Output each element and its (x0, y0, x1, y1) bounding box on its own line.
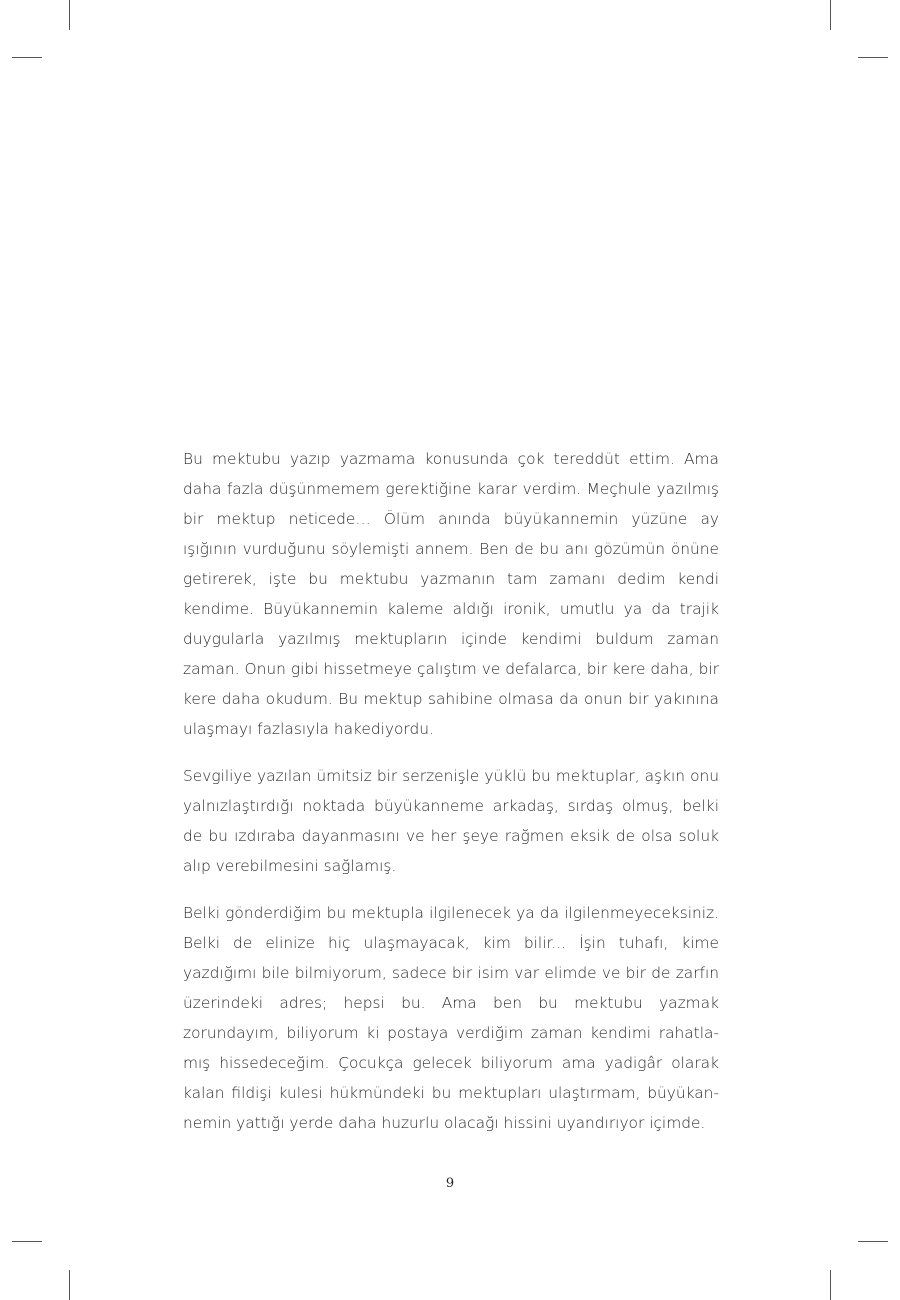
crop-mark-bottom-right-vertical (830, 1270, 831, 1300)
crop-mark-top-right-horizontal (858, 57, 888, 58)
crop-mark-top-right-vertical (830, 0, 831, 30)
paragraph-1: Bu mektubu yazıp yazmama konusunda çok tereddüt ettim. Ama daha fazla düşünmemem gerektiğine karar verdim. Meçhule yazılmış bir mektup neticede… Ölüm anında büyükannemin yüzüne ay ışığının vurduğunu söylemişti annem. Ben de bu anı gözümün önüne getirerek, işte bu mektubu yazmanın tam zamanı dedim kendi kendime. Büyükannemin kaleme aldığı ironik, umutlu ya da trajik duygularla yazılmış mektupların içinde kendimi buldum zaman zaman. Onun gibi hissetmeye çalıştım ve defalarca, bir kere daha, bir kere daha okudum. Bu mektup sahibine olmasa da onun bir yakınına ulaşmayı fazlasıyla hakediyordu. (183, 450, 719, 738)
paragraph-3: Belki gönderdiğim bu mektupla ilgilenecek ya da ilgilenmeyeceksiniz. Belki de elinize hiç ulaşmayacak, kim bilir... İşin tuhafı, kime yazdığımı bile bilmiyorum, sadece bir isim var elimde ve bir de zarfın üzerindeki adres; hepsi bu. Ama ben bu mektubu yazmak zorundayım, biliyorum ki postaya verdiğim zaman kendimi rahatlamış hissedeceğim. Çocukça gelecek biliyorum ama yadigâr olarak kalan fildişi kulesi hükmündeki bu mektupları ulaştırmam, büyükannemin yattığı yerde daha huzurlu olacağı hissini uyandırıyor içimde. (183, 904, 719, 1132)
crop-mark-bottom-left-horizontal (12, 1241, 42, 1242)
crop-mark-top-left-horizontal (12, 57, 42, 58)
crop-mark-top-left-vertical (69, 0, 70, 30)
crop-mark-bottom-right-horizontal (858, 1241, 888, 1242)
crop-mark-bottom-left-vertical (69, 1270, 70, 1300)
paragraph-2: Sevgiliye yazılan ümitsiz bir serzenişle yüklü bu mektuplar, aşkın onu yalnızlaştırdığı noktada büyükanneme arkadaş, sırdaş olmuş, belki de bu ızdıraba dayanmasını ve her şeye rağmen eksik de olsa soluk alıp verebilmesini sağlamış. (183, 767, 719, 875)
page-number: 9 (445, 1176, 455, 1191)
body-text (183, 444, 719, 1155)
